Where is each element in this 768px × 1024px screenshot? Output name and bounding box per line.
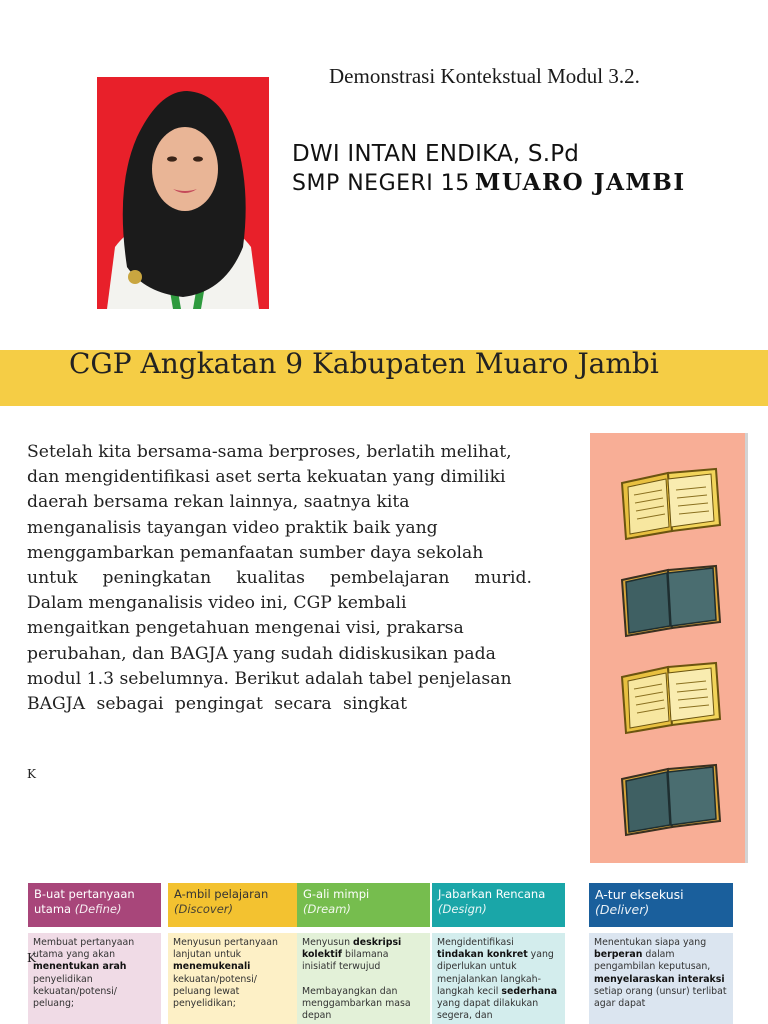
paragraph-line: Dalam menganalisis video ini, CGP kembali — [27, 593, 407, 614]
bagja-column-header — [28, 883, 161, 927]
stray-character: K — [27, 951, 36, 965]
column-subtitle: (Deliver) — [595, 902, 650, 917]
body-bold: tindakan konkret — [437, 949, 528, 961]
bagja-column-at — [589, 883, 733, 1024]
open-book-teal-icon — [616, 749, 726, 839]
stray-character: K — [27, 767, 36, 781]
open-book-yellow-icon — [616, 453, 726, 543]
open-book-teal-icon — [616, 550, 726, 640]
column-title: J-abarkan Rencana — [438, 887, 546, 901]
bagja-column-body — [28, 933, 161, 1024]
body-text: penyelidikan kekuatan/potensi/ peluang; — [33, 973, 117, 1010]
body-text: yang dapat dilakukan segera, dan — [437, 998, 539, 1022]
body-text: Menyusun — [302, 937, 354, 948]
bagja-column-header — [168, 883, 301, 927]
document-title: Demonstrasi Kontekstual Modul 3.2. — [329, 64, 640, 88]
body-text: Membayangkan dan menggambarkan masa depan — [302, 985, 411, 1022]
paragraph-line: modul 1.3 sebelumnya. Berikut adalah tabel penjelasan — [27, 668, 512, 689]
column-title: B-uat pertanyaan utama — [34, 887, 135, 916]
bagja-column-b — [28, 883, 161, 1024]
paragraph-line: dan mengidentifikasi aset serta kekuatan yang dimiliki — [27, 467, 506, 488]
paragraph-line: daerah bersama rekan lainnya, saatnya kita — [27, 492, 410, 513]
bagja-column-header — [297, 883, 430, 927]
paragraph-line: Setelah kita bersama-sama berproses, berlatih melihat, — [27, 442, 512, 462]
banner-title: CGP Angkatan 9 Kabupaten Muaro Jambi — [69, 347, 659, 380]
bagja-column-body — [589, 933, 733, 1024]
intro-paragraph — [27, 440, 532, 717]
school-location: MUARO JAMBI — [474, 169, 686, 196]
open-book-yellow-icon — [616, 647, 726, 737]
bagja-column-g — [297, 883, 430, 1024]
body-bold: berperan — [594, 949, 643, 961]
body-text: Membuat pertanyaan utama yang akan — [33, 937, 135, 961]
column-title: G-ali mimpi — [303, 887, 370, 901]
body-text: yang diperlukan untuk menjalankan langkah-langkah kecil — [437, 949, 554, 997]
school-prefix: SMP NEGERI 15 — [292, 171, 470, 196]
bagja-column-header — [589, 883, 733, 927]
paragraph-line: menggambarkan pemanfaatan sumber daya sekolah — [27, 542, 484, 563]
paragraph-line: untuk peningkatan kualitas pembelajaran murid. — [27, 568, 532, 589]
body-bold: deskripsi kolektif — [302, 937, 402, 961]
body-text: Menentukan siapa yang — [594, 937, 707, 948]
body-text: Menyusun pertanyaan lanjutan untuk — [173, 937, 278, 961]
body-text: setiap orang (unsur) terlibat agar dapat — [594, 985, 727, 1010]
paragraph-line: BAGJA sebagai pengingat secara singkat — [27, 694, 407, 715]
column-subtitle: (Design) — [438, 902, 487, 916]
body-text: Mengidentifikasi — [437, 937, 514, 948]
column-title: A-mbil pelajaran — [174, 887, 269, 901]
bagja-column-body — [168, 933, 301, 1024]
body-text: dalam pengambilan keputusan, — [594, 949, 711, 973]
bagja-table — [28, 883, 738, 1024]
paragraph-line: menganalisis tayangan video praktik baik yang — [27, 517, 438, 538]
column-title: A-tur eksekusi — [595, 887, 684, 902]
author-photo — [97, 77, 269, 309]
bagja-column-header — [432, 883, 565, 927]
body-bold: sederhana — [501, 985, 558, 997]
column-subtitle: (Discover) — [174, 902, 233, 916]
body-bold: menyelaraskan interaksi — [594, 973, 725, 985]
bagja-column-j — [432, 883, 565, 1024]
paragraph-line: perubahan, dan BAGJA yang sudah didiskusikan pada — [27, 643, 496, 664]
body-text: kekuatan/potensi/ peluang lewat penyelidikan; — [173, 973, 257, 1010]
column-subtitle: (Dream) — [303, 902, 351, 916]
bagja-column-a — [168, 883, 301, 1024]
body-bold: menemukenali — [173, 961, 251, 973]
body-bold: menentukan arah — [33, 961, 127, 973]
portrait-illustration — [97, 77, 269, 309]
book-decoration-panel — [590, 433, 748, 863]
bagja-column-body — [432, 933, 565, 1024]
author-name: DWI INTAN ENDIKA, S.Pd — [292, 141, 580, 167]
body-text: bilamana inisiatif terwujud — [302, 949, 389, 973]
column-subtitle: (Define) — [74, 902, 122, 916]
paragraph-line: mengaitkan pengetahuan mengenai visi, prakarsa — [27, 618, 464, 639]
bagja-column-body — [297, 933, 430, 1024]
school-name — [292, 169, 686, 196]
